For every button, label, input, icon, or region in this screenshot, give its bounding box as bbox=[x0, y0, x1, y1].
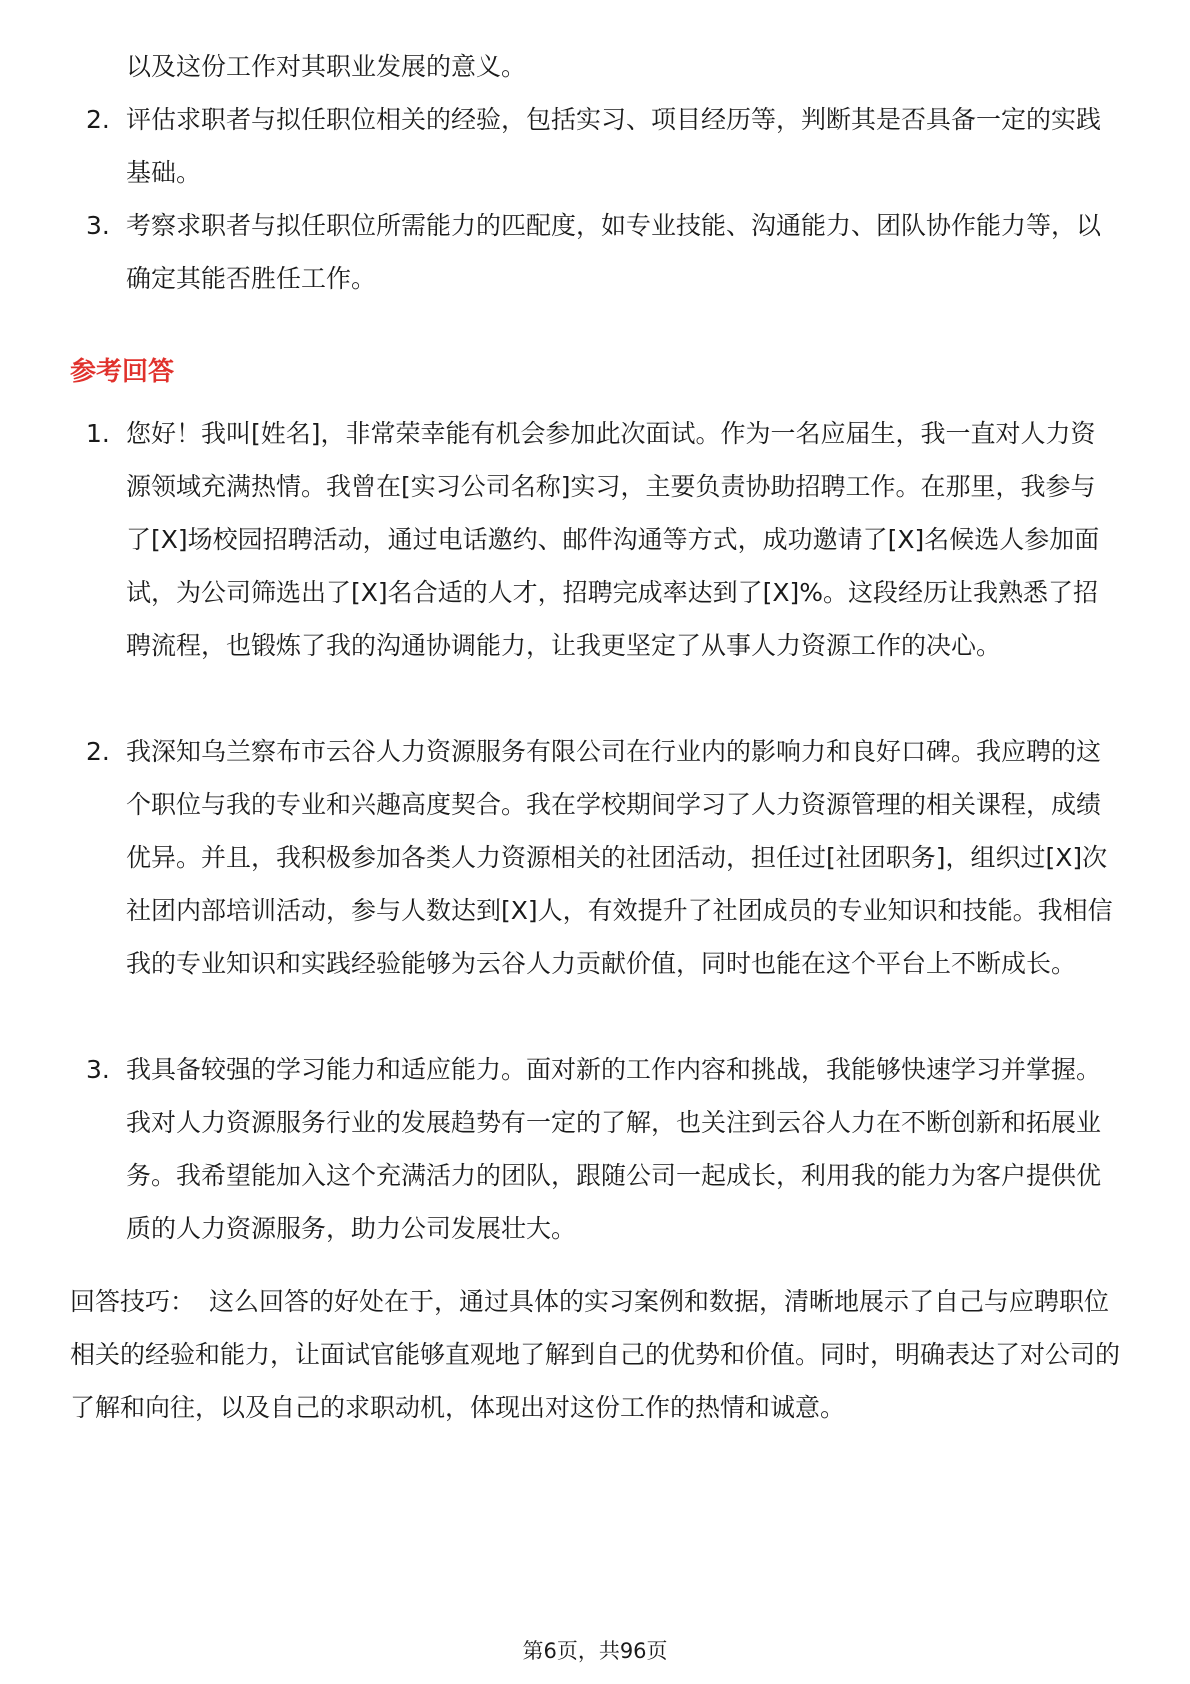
answer-number: 3. bbox=[86, 1055, 110, 1084]
criteria-item bbox=[70, 93, 1120, 199]
answer-item bbox=[70, 407, 1120, 672]
answer-number: 1. bbox=[86, 419, 110, 448]
answer-number: 2. bbox=[86, 737, 110, 766]
section-heading-reference-answer: 参考回答 bbox=[70, 357, 175, 387]
intro-continuation: 以及这份工作对其职业发展的意义。 bbox=[126, 52, 527, 81]
answer-text: 我具备较强的学习能力和适应能力。面对新的工作内容和挑战，我能够快速学习并掌握。我对人力资源服务行业的发展趋势有一定的了解，也关注到云谷人力在不断创新和拓展业务。我希望能加入这个充满活力的团队，跟随公司一起成长，利用我的能力为客户提供优质的人力资源服务，助力公司发展壮大。 bbox=[126, 1055, 1102, 1243]
answer-item bbox=[70, 725, 1120, 990]
criteria-text: 考察求职者与拟任职位所需能力的匹配度，如专业技能、沟通能力、团队协作能力等，以确定其能否胜任工作。 bbox=[126, 211, 1102, 293]
answer-tip bbox=[70, 1275, 1120, 1434]
criteria-item bbox=[70, 199, 1120, 305]
answer-text: 您好！我叫[姓名]，非常荣幸能有机会参加此次面试。作为一名应届生，我一直对人力资源领域充满热情。我曾在[实习公司名称]实习，主要负责协助招聘工作。在那里，我参与了[X]场校园招聘活动，通过电话邀约、邮件沟通等方式，成功邀请了[X]名候选人参加面试，为公司筛选出了[X]名合适的人才，招聘完成率达到了[X]%。这段经历让我熟悉了招聘流程，也锻炼了我的沟通协调能力，让我更坚定了从事人力资源工作的决心。 bbox=[126, 419, 1100, 660]
answer-item bbox=[70, 1043, 1120, 1255]
tip-label: 回答技巧： bbox=[70, 1287, 196, 1316]
tip-text: 这么回答的好处在于，通过具体的实习案例和数据，清晰地展示了自己与应聘职位相关的经验和能力，让面试官能够直观地了解到自己的优势和价值。同时，明确表达了对公司的了解和向往，以及自己的求职动机，体现出对这份工作的热情和诚意。 bbox=[70, 1287, 1121, 1422]
page-footer: 第6页，共96页 bbox=[522, 1639, 668, 1663]
criteria-number: 3. bbox=[86, 211, 110, 240]
criteria-number: 2. bbox=[86, 105, 110, 134]
answer-text: 我深知乌兰察布市云谷人力资源服务有限公司在行业内的影响力和良好口碑。我应聘的这个职位与我的专业和兴趣高度契合。我在学校期间学习了人力资源管理的相关课程，成绩优异。并且，我积极参加各类人力资源相关的社团活动，担任过[社团职务]，组织过[X]次社团内部培训活动，参与人数达到[X]人，有效提升了社团成员的专业知识和技能。我相信我的专业知识和实践经验能够为云谷人力贡献价值，同时也能在这个平台上不断成长。 bbox=[126, 737, 1113, 978]
criteria-text: 评估求职者与拟任职位相关的经验，包括实习、项目经历等，判断其是否具备一定的实践基础。 bbox=[126, 105, 1102, 187]
